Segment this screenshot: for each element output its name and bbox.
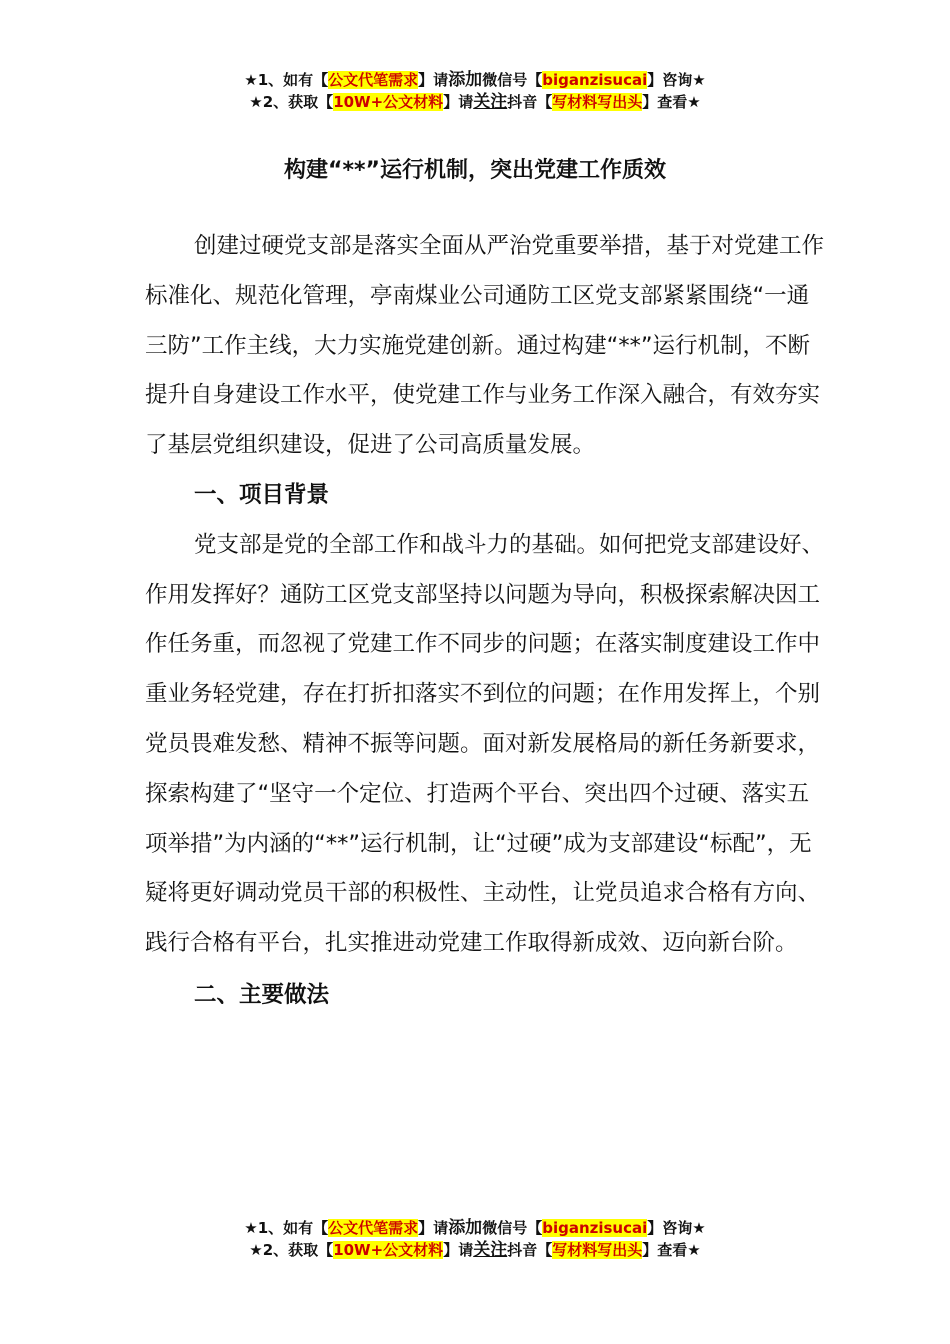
banner-text: ★2、获取【: [249, 93, 334, 111]
banner-text: 】咨询★: [647, 1219, 706, 1237]
highlight-service: 公文代笔需求: [328, 1219, 419, 1237]
banner-text: 】查看★: [642, 1241, 701, 1259]
banner-line-1: [0, 69, 950, 91]
section-heading-methods: 二、主要做法: [194, 981, 330, 1008]
background-paragraph: 党支部是党的全部工作和战斗力的基础。如何把党支部建设好、作用发挥好？通防工区党支部坚持以问题为导向，积极探索解决因工作任务重，而忽视了党建工作不同步的问题；在落实制度建设工作中重业务轻党建，存在打折扣落实不到位的问题；在作用发挥上，个别党员畏难发愁、精神不振等问题。面对新发展格局的新任务新要求，探索构建了“坚守一个定位、打造两个平台、突出四个过硬、落实五项举措”为内涵的“**”运行机制，让“过硬”成为支部建设“标配”，无疑将更好调动党员干部的积极性、主动性，让党员追求合格有方向、践行合格有平台，扎实推进动党建工作取得新成效、迈向新台阶。: [145, 531, 825, 957]
banner-text: ★1、如有【: [244, 1219, 329, 1237]
document-body: [145, 222, 825, 1021]
highlight-materials: 10W+公文材料: [333, 1241, 444, 1259]
banner-emphasis: 添加: [448, 70, 483, 90]
highlight-wechat-id: biganzisucai: [542, 1219, 648, 1237]
banner-line-2: [0, 1239, 950, 1261]
banner-text: ★2、获取【: [249, 1241, 334, 1259]
document-title: 构建“**”运行机制，突出党建工作质效: [284, 158, 666, 183]
banner-text: ★1、如有【: [244, 71, 329, 89]
highlight-service: 公文代笔需求: [328, 71, 419, 89]
banner-text: 】请: [443, 1241, 474, 1259]
footer-banner: [0, 1217, 950, 1261]
banner-text: 微信号【: [482, 1219, 543, 1237]
banner-text: 】请: [418, 71, 449, 89]
header-banner: [0, 69, 950, 113]
banner-text: 抖音【: [507, 1241, 553, 1259]
highlight-douyin-account: 写材料写出头: [552, 93, 643, 111]
section-heading-background: 一、项目背景: [194, 481, 330, 508]
intro-paragraph: 创建过硬党支部是落实全面从严治党重要举措，基于对党建工作标准化、规范化管理，亭南煤业公司通防工区党支部紧紧围绕“一通三防”工作主线，大力实施党建创新。通过构建“**”运行机制，不断提升自身建设工作水平，使党建工作与业务工作深入融合，有效夯实了基层党组织建设，促进了公司高质量发展。: [145, 233, 825, 459]
highlight-materials: 10W+公文材料: [333, 93, 444, 111]
banner-emphasis: 关注: [473, 92, 508, 112]
banner-text: 】请: [418, 1219, 449, 1237]
banner-emphasis: 关注: [473, 1240, 508, 1260]
banner-line-1: [0, 1217, 950, 1239]
banner-text: 】查看★: [642, 93, 701, 111]
banner-text: 抖音【: [507, 93, 553, 111]
banner-text: 】请: [443, 93, 474, 111]
banner-text: 微信号【: [482, 71, 543, 89]
highlight-douyin-account: 写材料写出头: [552, 1241, 643, 1259]
banner-emphasis: 添加: [448, 1218, 483, 1238]
banner-line-2: [0, 91, 950, 113]
highlight-wechat-id: biganzisucai: [542, 71, 648, 89]
banner-text: 】咨询★: [647, 71, 706, 89]
